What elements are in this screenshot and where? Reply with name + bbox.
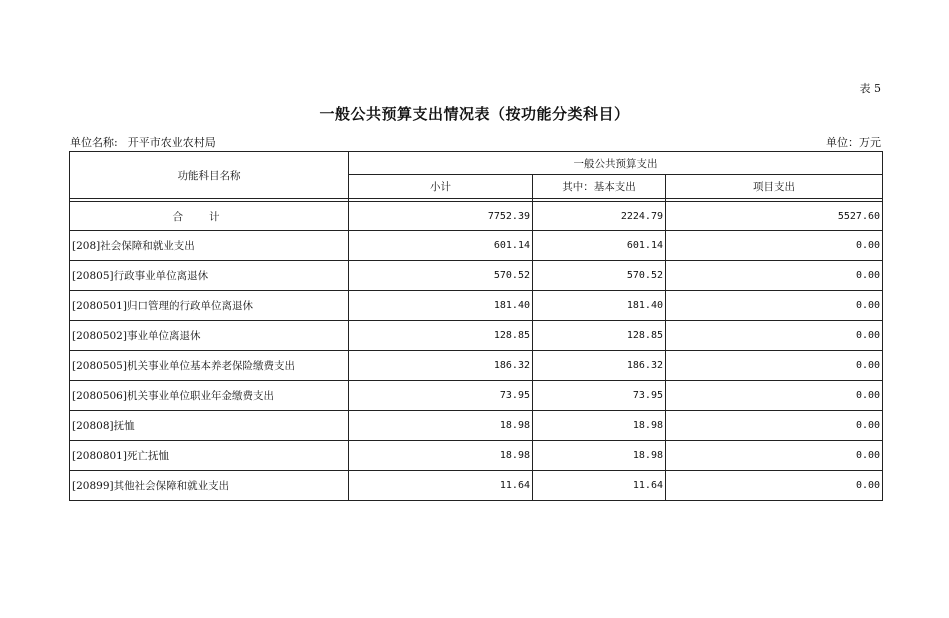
column-header-project: 项目支出	[666, 175, 883, 199]
row-project-cell: 0.00	[666, 441, 883, 471]
row-subtotal-cell: 18.98	[349, 411, 533, 441]
row-project-cell: 0.00	[666, 321, 883, 351]
row-basic-cell: 18.98	[533, 441, 666, 471]
row-project-cell: 0.00	[666, 291, 883, 321]
row-project-cell: 0.00	[666, 381, 883, 411]
unit-name-value: 开平市农业农村局	[127, 136, 216, 149]
row-subtotal-cell: 18.98	[349, 441, 533, 471]
table-row	[70, 441, 883, 471]
row-basic-cell: 570.52	[533, 261, 666, 291]
total-row	[70, 202, 883, 231]
row-name-cell: [2080501]归口管理的行政单位离退休	[70, 291, 349, 321]
row-name-cell: [2080505]机关事业单位基本养老保险缴费支出	[70, 351, 349, 381]
budget-table	[69, 151, 883, 501]
row-project-cell: 0.00	[666, 261, 883, 291]
row-basic-cell: 601.14	[533, 231, 666, 261]
row-name-cell: [2080801]死亡抚恤	[70, 441, 349, 471]
total-subtotal: 7752.39	[349, 202, 533, 231]
table-row	[70, 471, 883, 501]
table-row	[70, 291, 883, 321]
row-name-cell: [20808]抚恤	[70, 411, 349, 441]
column-header-subtotal: 小计	[349, 175, 533, 199]
column-group-header: 一般公共预算支出	[349, 152, 883, 175]
row-basic-cell: 186.32	[533, 351, 666, 381]
row-subtotal-cell: 73.95	[349, 381, 533, 411]
row-project-cell: 0.00	[666, 231, 883, 261]
currency-unit: 单位：万元	[826, 136, 881, 149]
row-basic-cell: 181.40	[533, 291, 666, 321]
table-row	[70, 381, 883, 411]
table-number: 表 5	[859, 82, 881, 95]
row-subtotal-cell: 181.40	[349, 291, 533, 321]
row-name-cell: [20805]行政事业单位离退休	[70, 261, 349, 291]
unit-name-label: 单位名称:	[70, 136, 118, 149]
column-header-basic: 其中：基本支出	[533, 175, 666, 199]
row-basic-cell: 18.98	[533, 411, 666, 441]
row-project-cell: 0.00	[666, 471, 883, 501]
row-project-cell: 0.00	[666, 411, 883, 441]
row-name-cell: [2080502]事业单位离退休	[70, 321, 349, 351]
row-basic-cell: 73.95	[533, 381, 666, 411]
row-basic-cell: 11.64	[533, 471, 666, 501]
table-row	[70, 321, 883, 351]
table-row	[70, 231, 883, 261]
total-label: 合计	[70, 202, 349, 231]
row-subtotal-cell: 11.64	[349, 471, 533, 501]
row-name-cell: [2080506]机关事业单位职业年金缴费支出	[70, 381, 349, 411]
column-header-name: 功能科目名称	[70, 152, 349, 199]
table-row	[70, 351, 883, 381]
table-row	[70, 261, 883, 291]
row-name-cell: [20899]其他社会保障和就业支出	[70, 471, 349, 501]
unit-name-line	[70, 134, 216, 150]
document-title: 一般公共预算支出情况表（按功能分类科目）	[319, 105, 630, 123]
total-basic: 2224.79	[533, 202, 666, 231]
row-subtotal-cell: 128.85	[349, 321, 533, 351]
row-name-cell: [208]社会保障和就业支出	[70, 231, 349, 261]
table-row	[70, 411, 883, 441]
row-subtotal-cell: 186.32	[349, 351, 533, 381]
row-subtotal-cell: 601.14	[349, 231, 533, 261]
row-subtotal-cell: 570.52	[349, 261, 533, 291]
row-basic-cell: 128.85	[533, 321, 666, 351]
row-project-cell: 0.00	[666, 351, 883, 381]
total-project: 5527.60	[666, 202, 883, 231]
